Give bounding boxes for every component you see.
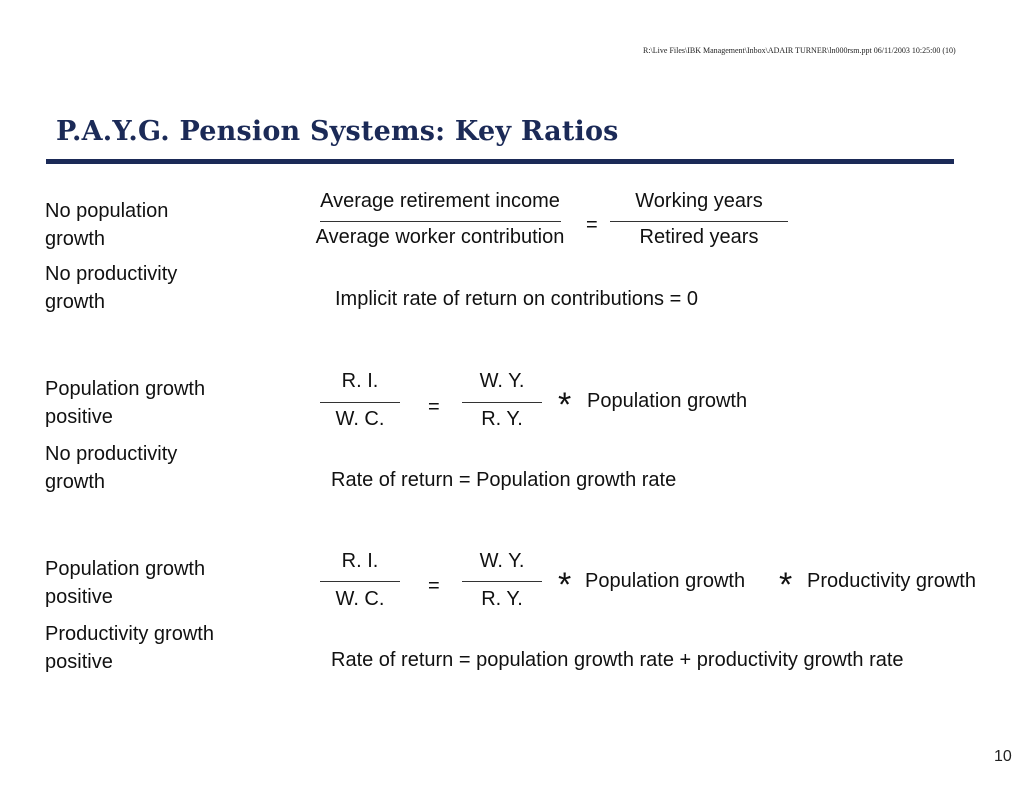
lhs-numerator: R. I. [341,550,379,572]
condition-productivity: No productivity growth [45,443,178,493]
condition-population: Population growth positive [45,558,206,608]
multiply-star: * [558,386,572,424]
lhs-fraction-line [320,402,400,403]
lhs-denominator: Average worker contribution [315,226,565,248]
equals-sign: = [586,214,598,236]
equals-sign: = [428,575,440,597]
equals-sign: = [428,396,440,418]
file-path-header: R:\Live Files\IBK Management\Inbox\ADAIR TURNER\ln000rsm.ppt 06/11/2003 10:25:00 (10) [643,46,956,55]
multiply-star-2: * [779,566,793,604]
slide-title: P.A.Y.G. Pension Systems: Key Ratios [56,116,619,147]
condition-productivity: No productivity growth [45,263,178,313]
rhs-denominator: Retired years [639,226,759,248]
condition-population: Population growth positive [45,378,206,428]
condition-population: No population growth [45,200,169,250]
lhs-fraction-line [320,221,561,222]
lhs-denominator: W. C. [335,408,385,430]
factor-population-growth: Population growth [587,390,748,412]
lhs-numerator: R. I. [341,370,379,392]
rhs-fraction-line [610,221,788,222]
rhs-denominator: R. Y. [481,408,523,430]
rhs-numerator: W. Y. [479,370,525,392]
rhs-numerator: Working years [635,190,763,212]
lhs-numerator: Average retirement income [320,190,560,212]
rhs-numerator: W. Y. [479,550,525,572]
condition-productivity: Productivity growth positive [45,623,214,673]
lhs-fraction-line [320,581,400,582]
rhs-fraction-line [462,581,542,582]
multiply-star: * [558,566,572,604]
lhs-denominator: W. C. [335,588,385,610]
result-statement: Rate of return = Population growth rate [331,469,677,491]
title-underline [46,159,954,164]
result-statement: Implicit rate of return on contributions = 0 [335,288,698,310]
rhs-denominator: R. Y. [481,588,523,610]
result-statement: Rate of return = population growth rate + productivity growth rate [331,649,904,671]
factor-productivity-growth: Productivity growth [807,570,976,592]
page-number: 10 [994,748,1012,765]
rhs-fraction-line [462,402,542,403]
factor-population-growth: Population growth [585,570,746,592]
